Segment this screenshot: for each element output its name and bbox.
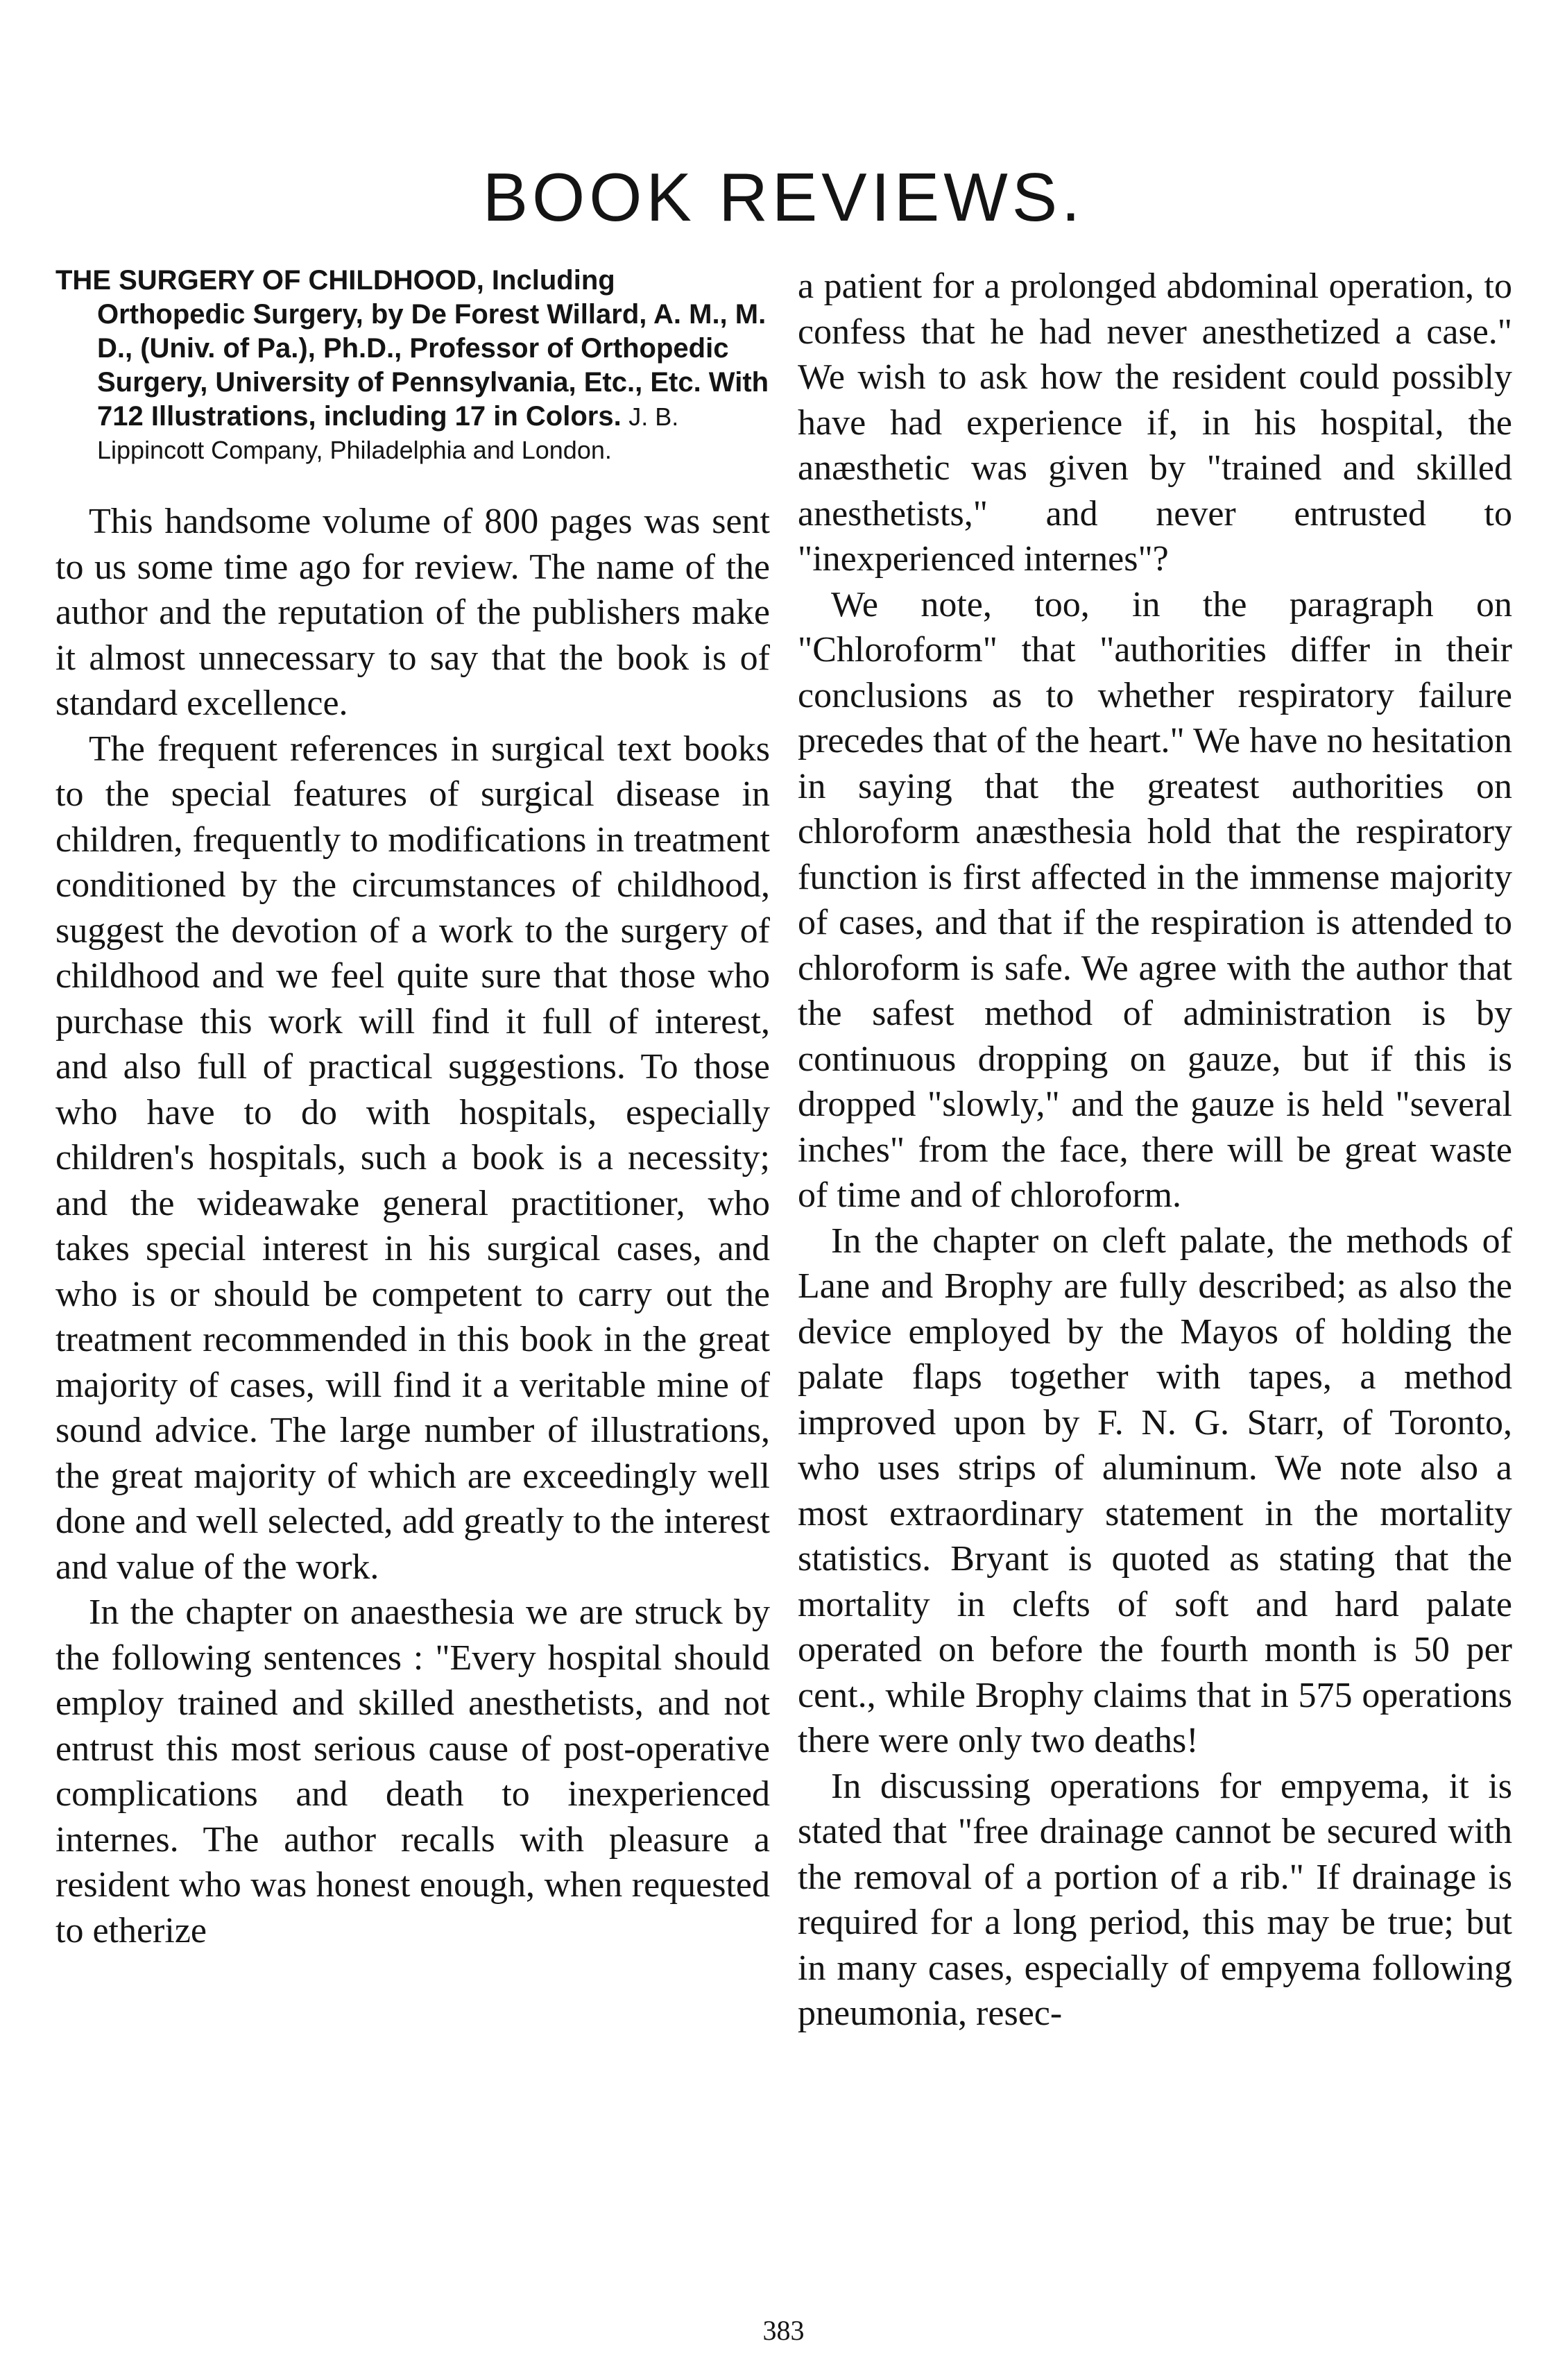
review-heading [55,264,770,467]
right-column [798,264,1512,2037]
publisher-line: J. B. Lippincott Company, Philadelphia and London. [97,402,679,464]
paragraph: a patient for a prolonged abdominal operation, to confess that he had never anesthetized a case." We wish to ask how the resident could possibly have had experience if, in his hospital, the anæsthetic was given by "trained and skilled anesthetists," and never entrusted to "inexperienced internes"? [798,266,1512,579]
page-number: 383 [762,2315,805,2346]
book-citation: THE SURGERY OF CHILDHOOD, Including Orthopedic Surgery, by De Forest Willard, A. M., M. D., (Univ. of Pa.), Ph.D., Professor of Orthopedic Surgery, University of Pennsylvania, Etc., Etc. With 712 Illustrations, including 17 in Colors. [55,265,769,432]
page-title: BOOK REVIEWS. [482,159,1085,235]
paragraph: In discussing operations for empyema, it is stated that "free drainage cannot be secured with the removal of a portion of a rib." If drainage is required for a long period, this may be true; but in many cases, especially of empyema following pneumonia, resec- [798,1766,1512,2033]
left-column [55,264,770,1953]
paragraph: We note, too, in the paragraph on "Chloroform" that "authorities differ in their conclusions as to whether respiratory failure precedes that of the heart." We have no hesitation in saying that the greatest authorities on chloroform anæsthesia hold that the respiratory function is first affected in the immense majority of cases, and that if the respiration is attended to chloroform is safe. We agree with the author that the safest method of administration is by continuous dropping on gauze, but if this is dropped "slowly," and the gauze is held "several inches" from the face, there will be great waste of time and of chloroform. [798,584,1512,1215]
paragraph: This handsome volume of 800 pages was sent to us some time ago for review. The name of the author and the reputation of the publishers make it almost unnecessary to say that the book is of standard excellence. [55,502,770,723]
paragraph: In the chapter on anaesthesia we are struck by the following sentences : "Every hospital should employ trained and skilled anesthetists, and not entrust this most serious cause of post-operative complications and death to inexperienced internes. The author recalls with pleasure a resident who was honest enough, when requested to etherize [55,1592,770,1950]
paragraph: The frequent references in surgical text books to the special features of surgical disease in children, frequently to modifications in treatment conditioned by the circumstances of childhood, suggest the devotion of a work to the surgery of childhood and we feel quite sure that those who purchase this work will find it full of interest, and also full of practical suggestions. To those who have to do with hospitals, especially children's hospitals, such a book is a necessity; and the wideawake general practitioner, who takes special interest in his surgical cases, and who is or should be competent to carry out the treatment recommended in this book in the great majority of cases, will find it a veritable mine of sound advice. The large number of illustrations, the great majority of which are exceedingly well done and well selected, add greatly to the interest and value of the work. [55,729,770,1587]
paragraph: In the chapter on cleft palate, the methods of Lane and Brophy are fully described; as also the device employed by the Mayos of holding the palate flaps together with tapes, a method improved upon by F. N. G. Starr, of Toronto, who uses strips of aluminum. We note also a most extraordinary statement in the mortality statistics. Bryant is quoted as stating that the mortality in clefts of soft and hard palate operated on before the fourth month is 50 per cent., while Brophy claims that in 575 operations there were only two deaths! [798,1221,1512,1760]
